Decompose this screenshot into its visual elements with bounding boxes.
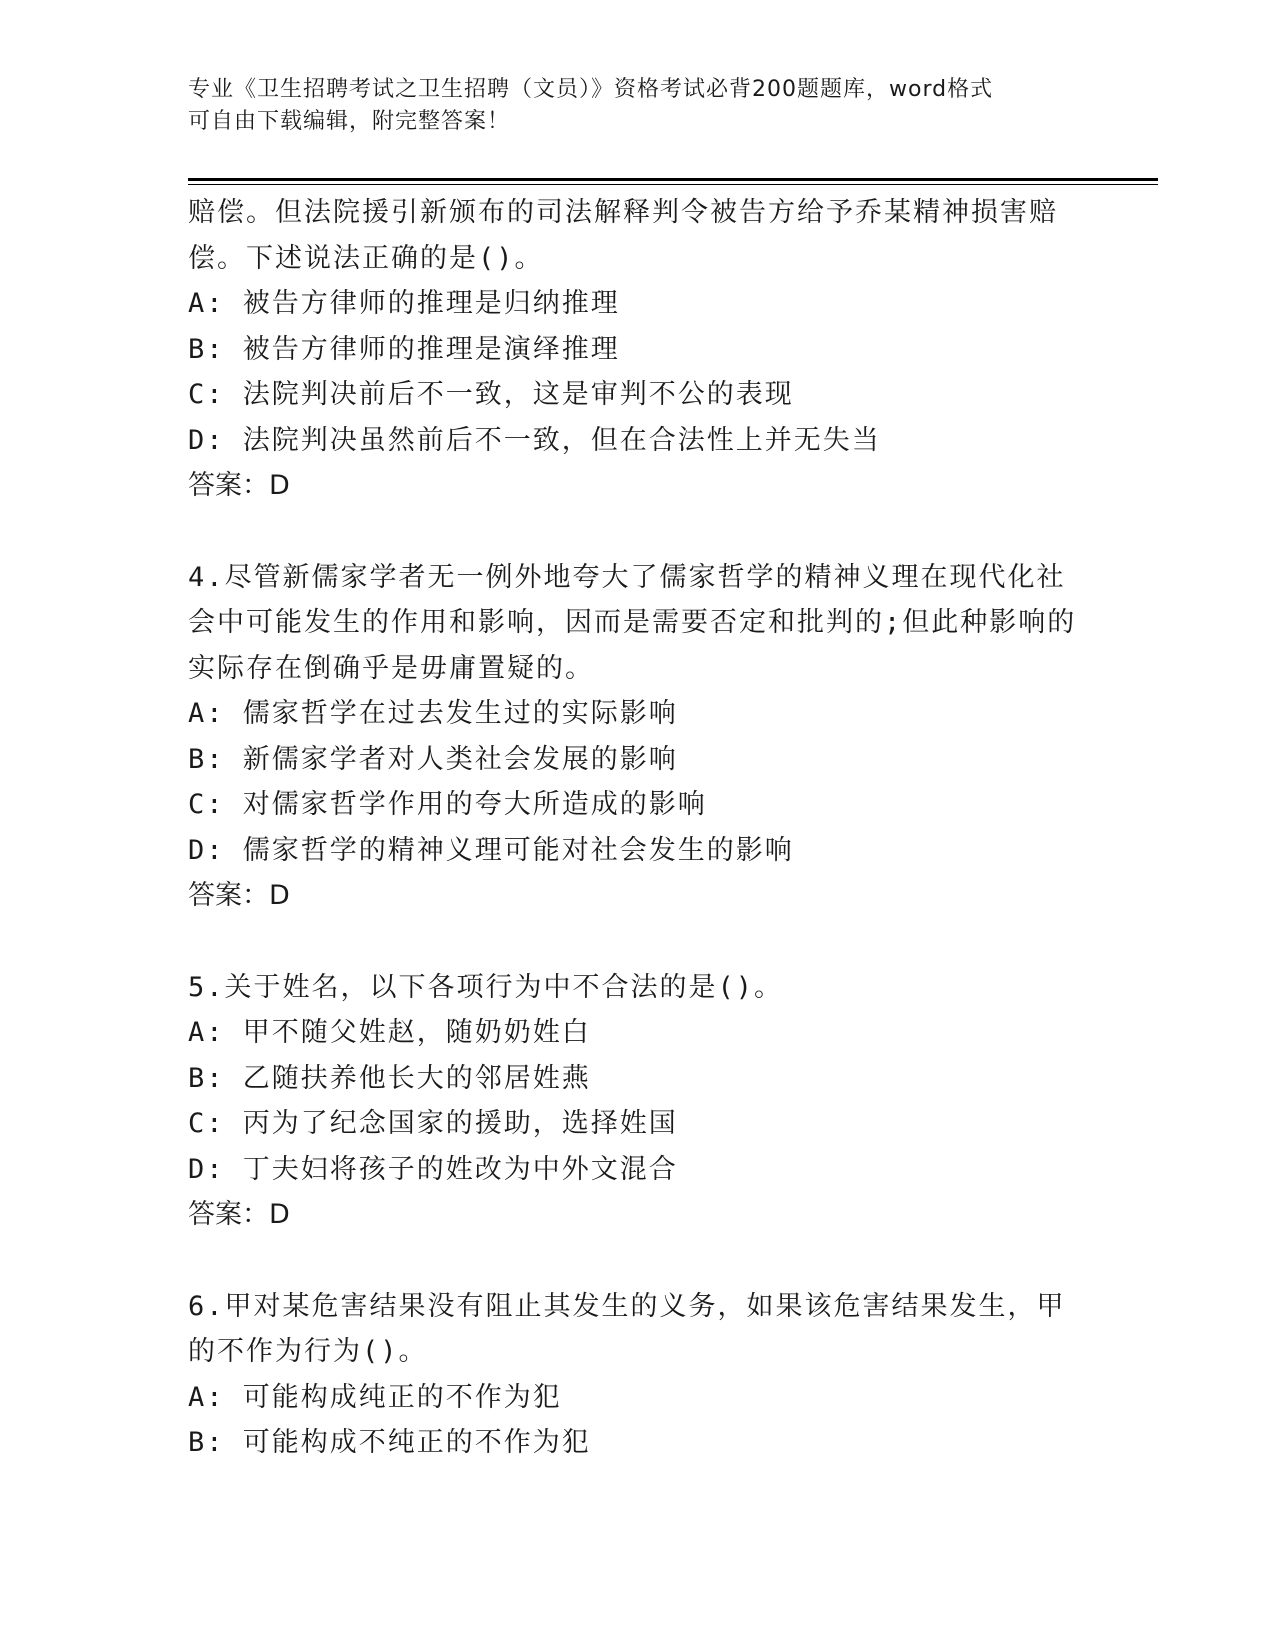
question-stem-line: 赔偿。但法院援引新颁布的司法解释判令被告方给予乔某精神损害赔 [188, 197, 1058, 228]
question-stem-line: 实际存在倒确乎是毋庸置疑的。 [188, 652, 594, 684]
question-4 [188, 555, 1088, 919]
option-c: C: 丙为了纪念国家的援助，选择姓国 [188, 1108, 678, 1139]
option-c: C: 对儒家哲学作用的夸大所造成的影响 [188, 789, 707, 820]
question-5 [188, 965, 1088, 1238]
question-stem-line: 的不作为行为()。 [188, 1336, 428, 1367]
header-title-line-2: 可自由下载编辑，附完整答案！ [188, 109, 511, 134]
option-d: D: 丁夫妇将孩子的姓改为中外文混合 [188, 1153, 678, 1185]
header-divider-thick [188, 178, 1158, 181]
question-6 [188, 1284, 1088, 1466]
question-3 [188, 190, 1088, 509]
option-d: D: 儒家哲学的精神义理可能对社会发生的影响 [188, 834, 794, 866]
question-spacer [188, 509, 1088, 555]
question-spacer [188, 1238, 1088, 1284]
option-b: B: 可能构成不纯正的不作为犯 [188, 1427, 591, 1458]
question-stem-line: 会中可能发生的作用和影响，因而是需要否定和批判的;但此种影响的 [188, 607, 1077, 638]
document-header [188, 74, 1088, 138]
option-d: D: 法院判决虽然前后不一致，但在合法性上并无失当 [188, 424, 881, 456]
question-stem-line: 4.尽管新儒家学者无一例外地夸大了儒家哲学的精神义理在现代化社 [188, 561, 1066, 593]
option-a: A: 儒家哲学在过去发生过的实际影响 [188, 698, 678, 729]
option-b: B: 被告方律师的推理是演绎推理 [188, 333, 620, 365]
option-a: A: 甲不随父姓赵，随奶奶姓白 [188, 1017, 591, 1048]
question-stem-line: 5.关于姓名，以下各项行为中不合法的是()。 [188, 971, 784, 1003]
option-b: B: 新儒家学者对人类社会发展的影响 [188, 743, 678, 775]
option-c: C: 法院判决前后不一致，这是审判不公的表现 [188, 379, 794, 410]
option-b: B: 乙随扶养他长大的邻居姓燕 [188, 1062, 591, 1094]
question-stem-line: 偿。下述说法正确的是()。 [188, 242, 544, 274]
question-list [188, 190, 1088, 1466]
option-a: A: 被告方律师的推理是归纳推理 [188, 288, 620, 319]
answer-line: 答案：D [188, 880, 290, 911]
option-a: A: 可能构成纯正的不作为犯 [188, 1381, 562, 1413]
answer-line: 答案：D [188, 1199, 290, 1230]
header-divider-thin [188, 184, 1158, 185]
answer-line: 答案：D [188, 470, 290, 501]
question-stem-line: 6.甲对某危害结果没有阻止其发生的义务，如果该危害结果发生，甲 [188, 1290, 1066, 1322]
question-spacer [188, 919, 1088, 965]
header-title-line-1: 专业《卫生招聘考试之卫生招聘（文员）》资格考试必背200题题库，word格式 [188, 77, 994, 102]
